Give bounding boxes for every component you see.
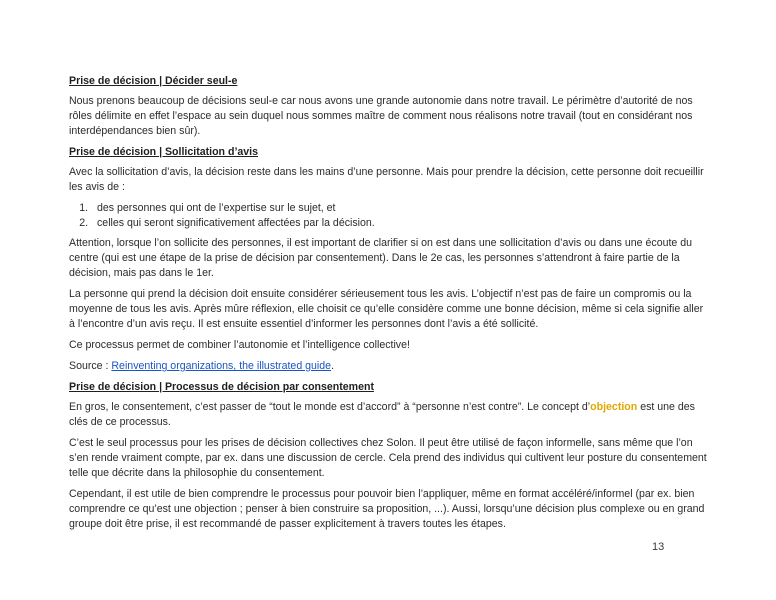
paragraph: Avec la sollicitation d’avis, la décision reste dans les mains d’une personne. Mais pour prendre la décision, cette personne doit recueillir les avis de :: [69, 166, 704, 193]
paragraph-text: est une des clés de ce processus.: [69, 401, 695, 428]
paragraph: Cependant, il est utile de bien comprendre le processus pour pouvoir bien l’appliquer, même en format accéléré/informel (par ex. bien comprendre ce qu’est une objection ; penser à bien construire sa proposition, ...). Aussi, lorsqu’une décision plus complexe ou en grand groupe doit être prise, il est recommandé de passer explicitement à travers toutes les étapes.: [69, 488, 705, 530]
page-content: [69, 74, 711, 538]
paragraph: C’est le seul processus pour les prises de décision collectives chez Solon. Il peut être utilisé de façon informelle, sans même que l’on s’en rende vraiment compte, par ex. dans une discussion de cercle. Cela prend des individus qui cultivent leur posture du consentement telle que décrite dans la philosophie du consentement.: [69, 437, 707, 479]
source-link[interactable]: Reinventing organizations, the illustrated guide: [111, 360, 332, 372]
source-end: .: [331, 360, 335, 372]
section-heading-decider-seul: Prise de décision | Décider seul-e: [69, 75, 238, 87]
paragraph: Nous prenons beaucoup de décisions seul-e car nous avons une grande autonomie dans notre travail. Le périmètre d’autorité de nos rôles délimite en effet l’espace au sein duquel nous sommes maître de comment nous réalisons notre travail (tout en considérant nos interdépendances bien sûr).: [69, 95, 693, 137]
paragraph-text: En gros, le consentement, c’est passer de “tout le monde est d’accord” à “personne n’est contre”. Le concept d’: [69, 401, 591, 413]
page-number: 13: [652, 541, 665, 553]
list-item: 1. des personnes qui ont de l’expertise sur le sujet, et: [91, 201, 711, 216]
paragraph: [69, 400, 711, 430]
paragraph: La personne qui prend la décision doit ensuite considérer sérieusement tous les avis. L’objectif n’est pas de faire un compromis ou la moyenne de tous les avis. Après mûre réflexion, elle choisit ce qu’elle considère comme une bonne décision, même si cela signifie aller à l’encontre d’un avis reçu. Il est ensuite essentiel d’informer les personnes dont l’avis a été sollicité.: [69, 288, 704, 330]
section-heading-sollicitation-avis: Prise de décision | Sollicitation d’avis: [69, 146, 259, 158]
source-label: Source :: [69, 360, 112, 372]
numbered-list: [69, 201, 711, 231]
paragraph: Attention, lorsque l’on sollicite des personnes, il est important de clarifier si on est dans une sollicitation d’avis ou dans une écoute du centre (qui est une étape de la prise de décision par consentement). Dans le 2e cas, les personnes s’attendront à faire partie de la décision, mais pas dans le 1er.: [69, 237, 693, 279]
paragraph: Ce processus permet de combiner l’autonomie et l’intelligence collective!: [69, 339, 410, 351]
section-heading-consentement: Prise de décision | Processus de décision par consentement: [69, 381, 374, 393]
list-item: 2. celles qui seront significativement affectées par la décision.: [91, 216, 711, 231]
source-line: [69, 359, 711, 374]
objection-highlight: objection: [590, 401, 638, 413]
